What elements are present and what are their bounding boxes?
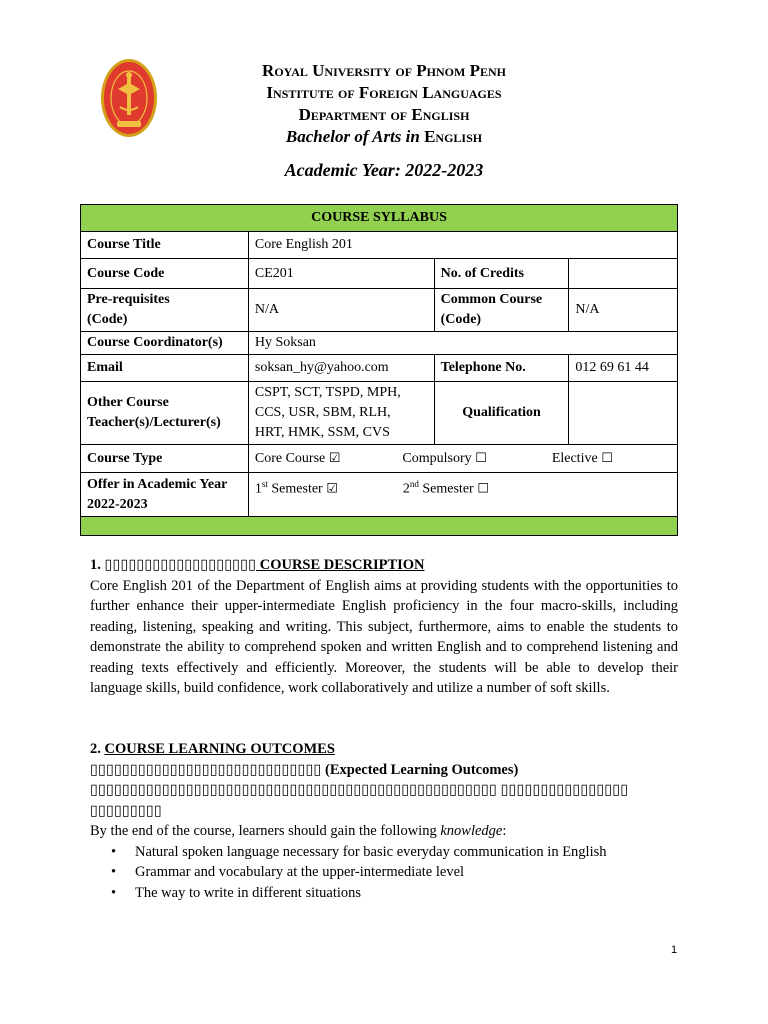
section2-khmer-suffix: (Expected Learning Outcomes) — [325, 761, 519, 778]
table-row — [81, 355, 678, 382]
list-item: • Grammar and vocabulary at the upper-intermediate level — [135, 862, 678, 883]
credits-label: No. of Credits — [434, 259, 569, 289]
common-course-label — [434, 289, 569, 332]
table-footer-cell — [81, 517, 678, 536]
semester2-checkbox[interactable]: ☐ — [477, 481, 489, 497]
intro-text: By the end of the course, learners should gain the following — [90, 823, 441, 839]
section2-heading — [90, 739, 678, 760]
compulsory-checkbox[interactable]: ☐ — [475, 450, 487, 466]
course-code-label: Course Code — [81, 259, 249, 289]
course-title-value: Core English 201 — [248, 232, 677, 259]
offer-label — [81, 473, 249, 517]
header-university — [0, 60, 768, 82]
list-item: • Natural spoken language necessary for basic everyday communication in English — [135, 842, 678, 863]
section1-title: COURSE DESCRIPTION — [259, 557, 425, 573]
teachers-label — [81, 382, 249, 445]
section2-khmer-text3: ▯▯▯▯▯▯▯▯▯ — [90, 802, 162, 819]
section1-heading — [90, 555, 678, 576]
degree-prefix: Bachelor of Arts in — [285, 127, 420, 146]
semester-options — [248, 473, 677, 517]
outcomes-list — [90, 842, 678, 904]
phone-value: 012 69 61 44 — [569, 355, 678, 382]
semester2-label: Semester — [422, 481, 474, 497]
section2-number: 2. — [90, 741, 101, 757]
university-name: Royal University of Phnom Penh — [262, 61, 506, 80]
teachers-line1: CSPT, SCT, TSPD, MPH, — [254, 385, 401, 400]
semester1-number: 1 — [254, 481, 262, 497]
table-row — [81, 473, 678, 517]
coordinator-label: Course Coordinator(s) — [81, 332, 249, 355]
table-row — [81, 259, 678, 289]
prereq-label — [81, 289, 249, 332]
semester1-suffix: st — [261, 479, 268, 489]
table-title: COURSE SYLLABUS — [81, 205, 678, 232]
course-title-label: Course Title — [81, 232, 249, 259]
semester1-checkbox[interactable]: ☑ — [326, 481, 338, 497]
table-row — [81, 332, 678, 355]
list-item: • The way to write in different situations — [135, 883, 678, 904]
teachers-label-line2: Teacher(s)/Lecturer(s) — [87, 415, 221, 430]
teachers-label-line1: Other Course — [87, 395, 169, 410]
intro-colon: : — [502, 823, 507, 839]
credits-value — [569, 259, 678, 289]
offer-label-line1: Offer in Academic Year — [87, 476, 228, 492]
section2-khmer-line2 — [90, 780, 678, 801]
intro-emphasis: knowledge — [440, 823, 503, 839]
prereq-label-line1: Pre-requisites — [87, 292, 170, 307]
semester2-number: 2 — [402, 481, 410, 497]
teachers-line2: CCS, USR, SBM, RLH, — [254, 405, 391, 420]
section-learning-outcomes — [90, 739, 678, 903]
email-label: Email — [81, 355, 249, 382]
elective-checkbox[interactable]: ☐ — [601, 450, 613, 466]
teachers-value — [248, 382, 434, 445]
elective-label: Elective — [551, 450, 598, 466]
department-name: Department of English — [298, 105, 470, 124]
common-course-value: N/A — [569, 289, 678, 332]
email-value: soksan_hy@yahoo.com — [248, 355, 434, 382]
section2-title: COURSE LEARNING OUTCOMES — [104, 741, 335, 757]
table-footer-row — [81, 517, 678, 536]
section2-khmer-line1 — [90, 760, 678, 781]
core-course-label: Core Course — [254, 450, 326, 466]
course-syllabus-table — [80, 204, 678, 536]
teachers-line3: HRT, HMK, SSM, CVS — [254, 425, 390, 440]
section-course-description — [90, 555, 678, 699]
table-title-row — [81, 205, 678, 232]
table-row — [81, 232, 678, 259]
course-type-options — [248, 445, 677, 473]
section2-intro — [90, 821, 678, 842]
qualification-label: Qualification — [434, 382, 569, 445]
institute-name: Institute of Foreign Languages — [266, 83, 502, 102]
section2-khmer-text2: ▯▯▯▯▯▯▯▯▯▯▯▯▯▯▯▯▯▯▯▯▯▯▯▯▯▯▯▯▯▯▯▯▯▯▯▯▯▯▯▯▯▯▯▯▯▯▯▯▯▯▯ ▯▯▯▯▯▯▯▯▯▯▯▯▯▯▯▯ — [90, 782, 629, 798]
academic-year: Academic Year: 2022-2023 — [284, 160, 484, 180]
core-course-checkbox[interactable]: ☑ — [328, 450, 341, 466]
table-row — [81, 445, 678, 473]
phone-label: Telephone No. — [434, 355, 569, 382]
semester2-suffix: nd — [409, 479, 419, 489]
section1-number: 1. — [90, 557, 101, 573]
table-row — [81, 289, 678, 332]
section2-khmer-text1: ▯▯▯▯▯▯▯▯▯▯▯▯▯▯▯▯▯▯▯▯▯▯▯▯▯▯▯▯▯ — [90, 761, 322, 778]
page-number: 1 — [671, 944, 678, 956]
section2-khmer-line3 — [90, 801, 678, 822]
qualification-value — [569, 382, 678, 445]
header-institute — [0, 82, 768, 104]
section1-khmer-title: ▯▯▯▯▯▯▯▯▯▯▯▯▯▯▯▯▯▯▯ — [104, 557, 257, 573]
prereq-value: N/A — [248, 289, 434, 332]
coordinator-value: Hy Soksan — [248, 332, 677, 355]
header-department — [0, 104, 768, 126]
prereq-label-line2: (Code) — [87, 312, 128, 327]
degree-subject: English — [424, 127, 483, 146]
course-type-label: Course Type — [81, 445, 249, 473]
course-code-value: CE201 — [248, 259, 434, 289]
compulsory-label: Compulsory — [402, 450, 472, 466]
offer-label-line2: 2022-2023 — [87, 496, 148, 512]
header-degree — [0, 126, 768, 148]
table-row — [81, 382, 678, 445]
common-label-line2: (Code) — [440, 312, 482, 327]
section1-body: Core English 201 of the Department of English aims at providing students with the opportunities to further enhance their upper-intermediate English proficiency in the four macro-skills, including reading, listening, speaking and writing. This subject, furthermore, aims to enable the students to demonstrate the ability to comprehend spoken and written English and to comprehend listening and reading texts effectively and efficiently. Moreover, the students will be able to develop their language skills, build confidence, work collaboratively and utilize a number of soft skills. — [90, 577, 678, 696]
semester1-label: Semester — [271, 481, 323, 497]
common-label-line1: Common Course — [440, 292, 543, 307]
